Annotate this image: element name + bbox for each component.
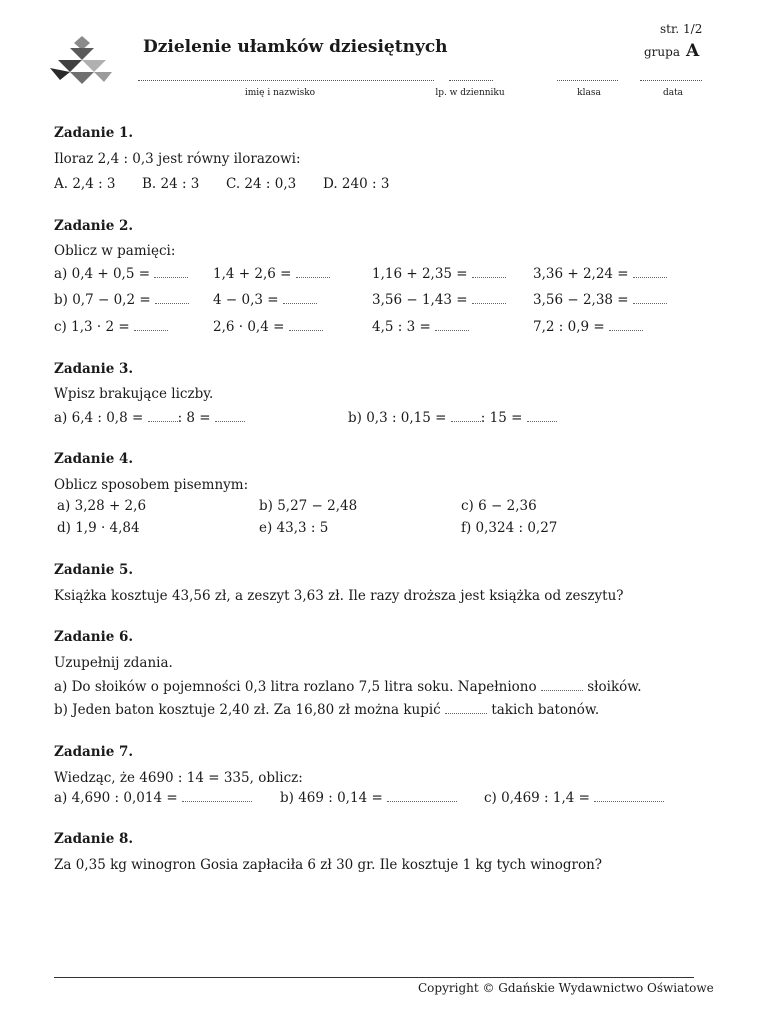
group-label: grupa bbox=[644, 45, 680, 59]
answer-blank[interactable] bbox=[182, 793, 252, 802]
class-field-label: klasa bbox=[577, 88, 601, 98]
task-2-item: 1,16 + 2,35 = bbox=[372, 266, 506, 282]
task-1-option-a: A. 2,4 : 3 bbox=[54, 176, 116, 192]
answer-blank[interactable] bbox=[134, 322, 168, 331]
answer-blank[interactable] bbox=[445, 705, 487, 714]
task-7-title: Zadanie 7. bbox=[54, 744, 134, 760]
task-2-item: 3,56 − 2,38 = bbox=[533, 292, 667, 308]
task-4-title: Zadanie 4. bbox=[54, 451, 134, 467]
number-field-line bbox=[449, 80, 493, 81]
answer-blank[interactable] bbox=[472, 295, 506, 304]
task-5-text: Książka kosztuje 43,56 zł, a zeszyt 3,63 zł. Ile razy droższa jest książka od zeszytu? bbox=[54, 588, 624, 604]
task-1-option-d: D. 240 : 3 bbox=[323, 176, 390, 192]
answer-blank[interactable] bbox=[527, 413, 557, 422]
task-4-intro: Oblicz sposobem pisemnym: bbox=[54, 477, 249, 493]
footer-copyright: Copyright © Gdańskie Wydawnictwo Oświatowe bbox=[418, 981, 714, 995]
answer-blank[interactable] bbox=[541, 682, 583, 691]
task-3-item-a: a) 6,4 : 0,8 = : 8 = bbox=[54, 410, 245, 426]
task-2-intro: Oblicz w pamięci: bbox=[54, 243, 176, 259]
page-number: str. 1/2 bbox=[660, 22, 703, 36]
footer-divider bbox=[54, 977, 694, 978]
task-2-item: a) 0,4 + 0,5 = bbox=[54, 266, 188, 282]
task-3-intro: Wpisz brakujące liczby. bbox=[54, 386, 214, 402]
task-7-item-c: c) 0,469 : 1,4 = bbox=[484, 790, 664, 806]
name-field-label: imię i nazwisko bbox=[244, 88, 316, 98]
task-2-title: Zadanie 2. bbox=[54, 218, 134, 234]
task-1-question: Iloraz 2,4 : 0,3 jest równy ilorazowi: bbox=[54, 151, 301, 167]
task-6-intro: Uzupełnij zdania. bbox=[54, 655, 173, 671]
task-1-title: Zadanie 1. bbox=[54, 125, 134, 141]
group-letter: A bbox=[685, 41, 700, 61]
answer-blank[interactable] bbox=[283, 295, 317, 304]
answer-blank[interactable] bbox=[154, 269, 188, 278]
task-7-item-b: b) 469 : 0,14 = bbox=[280, 790, 457, 806]
task-2-item: b) 0,7 − 0,2 = bbox=[54, 292, 189, 308]
task-1-option-b: B. 24 : 3 bbox=[142, 176, 200, 192]
task-1-option-c: C. 24 : 0,3 bbox=[226, 176, 297, 192]
class-field-line bbox=[557, 80, 618, 81]
task-2-item: 3,56 − 1,43 = bbox=[372, 292, 506, 308]
tangram-logo bbox=[48, 34, 114, 88]
answer-blank[interactable] bbox=[609, 322, 643, 331]
group-indicator bbox=[644, 41, 699, 61]
answer-blank[interactable] bbox=[215, 413, 245, 422]
task-3-title: Zadanie 3. bbox=[54, 361, 134, 377]
task-4-item-a: a) 3,28 + 2,6 bbox=[57, 498, 147, 514]
answer-blank[interactable] bbox=[155, 295, 189, 304]
date-field-label: data bbox=[662, 88, 684, 98]
answer-blank[interactable] bbox=[387, 793, 457, 802]
name-field-line bbox=[138, 80, 434, 81]
number-field-label: lp. w dzienniku bbox=[435, 88, 505, 98]
task-2-item: 4,5 : 3 = bbox=[372, 319, 469, 335]
task-3-item-b: b) 0,3 : 0,15 = : 15 = bbox=[348, 410, 557, 426]
task-5-title: Zadanie 5. bbox=[54, 562, 134, 578]
task-2-item: 1,4 + 2,6 = bbox=[213, 266, 330, 282]
task-4-item-b: b) 5,27 − 2,48 bbox=[259, 498, 358, 514]
task-2-item: 7,2 : 0,9 = bbox=[533, 319, 643, 335]
task-6-title: Zadanie 6. bbox=[54, 629, 134, 645]
task-4-item-c: c) 6 − 2,36 bbox=[461, 498, 537, 514]
answer-blank[interactable] bbox=[594, 793, 664, 802]
task-4-item-f: f) 0,324 : 0,27 bbox=[461, 520, 558, 536]
task-2-item: 4 − 0,3 = bbox=[213, 292, 317, 308]
answer-blank[interactable] bbox=[472, 269, 506, 278]
answer-blank[interactable] bbox=[435, 322, 469, 331]
task-2-item: 2,6 · 0,4 = bbox=[213, 319, 323, 335]
task-2-item: c) 1,3 · 2 = bbox=[54, 319, 168, 335]
answer-blank[interactable] bbox=[633, 295, 667, 304]
date-field-line bbox=[640, 80, 702, 81]
answer-blank[interactable] bbox=[451, 413, 481, 422]
task-7-intro: Wiedząc, że 4690 : 14 = 335, oblicz: bbox=[54, 770, 303, 786]
task-2-item: 3,36 + 2,24 = bbox=[533, 266, 667, 282]
answer-blank[interactable] bbox=[296, 269, 330, 278]
task-6-item-b: b) Jeden baton kosztuje 2,40 zł. Za 16,80 zł można kupić takich batonów. bbox=[54, 702, 600, 718]
task-7-item-a: a) 4,690 : 0,014 = bbox=[54, 790, 252, 806]
page-title: Dzielenie ułamków dziesiętnych bbox=[143, 37, 448, 57]
task-4-item-d: d) 1,9 · 4,84 bbox=[57, 520, 140, 536]
answer-blank[interactable] bbox=[633, 269, 667, 278]
answer-blank[interactable] bbox=[148, 413, 178, 422]
task-6-item-a: a) Do słoików o pojemności 0,3 litra rozlano 7,5 litra soku. Napełniono słoików. bbox=[54, 679, 642, 695]
task-8-title: Zadanie 8. bbox=[54, 831, 134, 847]
answer-blank[interactable] bbox=[289, 322, 323, 331]
task-8-text: Za 0,35 kg winogron Gosia zapłaciła 6 zł 30 gr. Ile kosztuje 1 kg tych winogron? bbox=[54, 857, 603, 873]
task-4-item-e: e) 43,3 : 5 bbox=[259, 520, 329, 536]
